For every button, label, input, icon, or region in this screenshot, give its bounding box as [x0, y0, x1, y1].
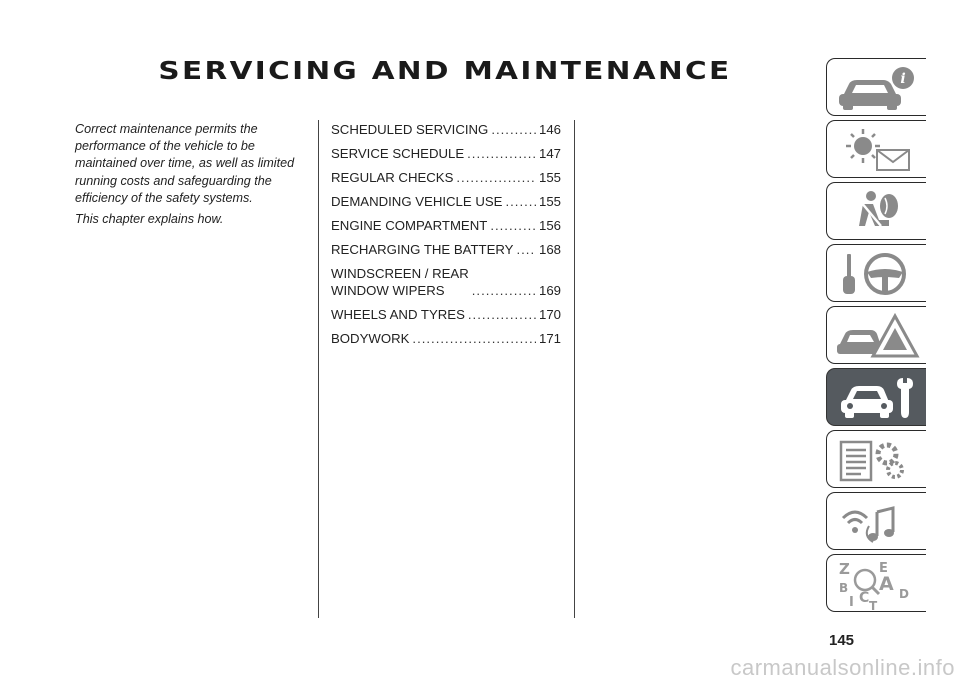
watermark: carmanualsonline.info	[730, 655, 955, 680]
toc-label: RECHARGING THE BATTERY	[331, 242, 514, 257]
toc-item[interactable]	[331, 265, 561, 299]
svg-text:E: E	[879, 561, 888, 576]
toc-item[interactable]	[331, 217, 561, 234]
toc-page: 171	[539, 331, 562, 346]
toc-page: 155	[539, 170, 562, 185]
intro-paragraph: Correct maintenance permits the performance of the vehicle to be maintained over time, as well as limited running costs and safeguarding the efficiency of the safety systems.	[75, 122, 295, 205]
toc-label: WINDSCREEN / REAR WINDOW WIPERS	[331, 266, 469, 298]
page-title: SERVICING AND MAINTENANCE	[158, 56, 732, 85]
emergency-icon	[833, 310, 923, 362]
toc-label: SCHEDULED SERVICING	[331, 122, 489, 137]
toc-label: WHEELS AND TYRES	[331, 307, 465, 322]
index-icon	[833, 558, 923, 610]
toc-item[interactable]	[331, 241, 561, 258]
svg-text:i: i	[900, 71, 906, 87]
toc-item[interactable]	[331, 330, 561, 347]
tab-technical-data[interactable]	[826, 430, 926, 488]
toc-item[interactable]	[331, 306, 561, 323]
toc-label: REGULAR CHECKS	[331, 170, 454, 185]
toc-page: 155	[539, 194, 562, 209]
table-of-contents	[331, 121, 561, 354]
toc-page: 168	[539, 242, 562, 257]
toc-item[interactable]	[331, 169, 561, 186]
toc-item[interactable]	[331, 121, 561, 138]
svg-text:Z: Z	[839, 560, 850, 578]
toc-page: 146	[539, 122, 562, 137]
airbag-safety-icon	[833, 186, 923, 238]
toc-label: SERVICE SCHEDULE	[331, 146, 465, 161]
tab-multimedia[interactable]	[826, 492, 926, 550]
warning-lights-icon	[833, 124, 923, 176]
tab-servicing-and-maintenance[interactable]	[826, 368, 926, 426]
tab-in-an-emergency[interactable]	[826, 306, 926, 364]
multimedia-icon	[833, 496, 923, 548]
toc-label: ENGINE COMPARTMENT	[331, 218, 488, 233]
key-steering-wheel-icon	[833, 248, 923, 300]
toc-item[interactable]	[331, 193, 561, 210]
toc-page: 169	[539, 283, 562, 298]
chapter-intro	[75, 121, 310, 232]
page-number: 145	[829, 632, 855, 649]
tab-starting-driving[interactable]	[826, 244, 926, 302]
technical-data-icon	[833, 434, 923, 486]
svg-text:T: T	[869, 599, 878, 610]
svg-text:A: A	[879, 573, 894, 595]
toc-page: 147	[539, 146, 562, 161]
toc-page: 170	[539, 307, 562, 322]
car-wrench-icon	[833, 372, 923, 424]
svg-text:C: C	[859, 590, 870, 606]
svg-text:D: D	[899, 587, 909, 601]
toc-label: DEMANDING VEHICLE USE	[331, 194, 503, 209]
car-info-icon	[833, 62, 923, 114]
column-divider	[574, 120, 575, 618]
svg-text:I: I	[849, 595, 854, 610]
tab-index[interactable]	[826, 554, 926, 612]
tab-warning-lights[interactable]	[826, 120, 926, 178]
toc-item[interactable]	[331, 145, 561, 162]
toc-label: BODYWORK	[331, 331, 410, 346]
toc-page: 156	[539, 218, 562, 233]
svg-text:B: B	[839, 581, 849, 595]
tab-safety[interactable]	[826, 182, 926, 240]
column-divider	[318, 120, 319, 618]
intro-paragraph: This chapter explains how.	[75, 212, 224, 227]
tab-knowing-your-car[interactable]	[826, 58, 926, 116]
